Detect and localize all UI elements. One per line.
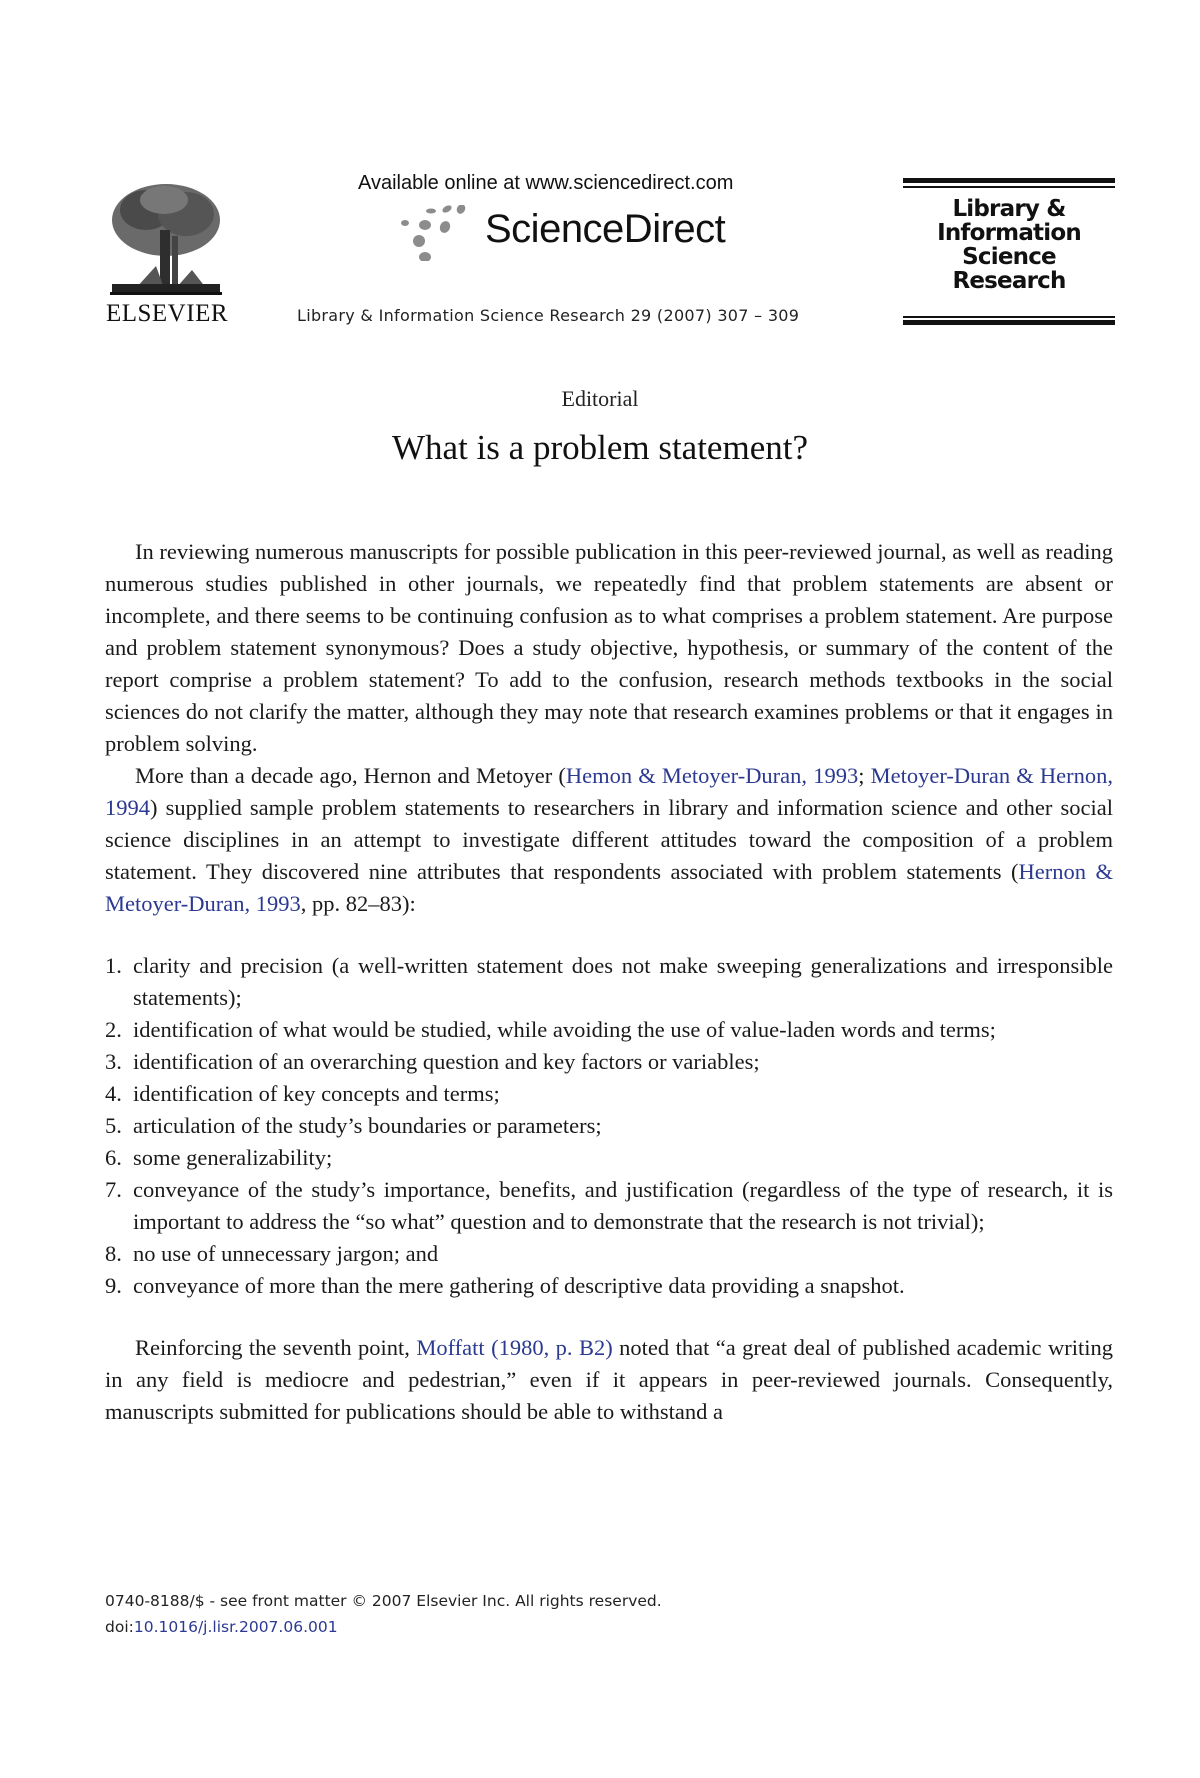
journal-logo-line: Science <box>962 244 1056 270</box>
journal-citation: Library & Information Science Research 29 (2007) 307 – 309 <box>297 306 800 325</box>
doi-prefix: doi: <box>105 1618 134 1636</box>
list-text: identification of an overarching question and key factors or variables; <box>133 1049 760 1074</box>
list-number: 9. <box>105 1273 122 1298</box>
citation-link[interactable]: Moffatt (1980, p. B2) <box>416 1335 613 1360</box>
paragraph-3 <box>105 1332 1113 1428</box>
doi-line <box>105 1614 662 1640</box>
list-item <box>105 1078 1113 1110</box>
sciencedirect-wordmark: ScienceDirect <box>485 207 726 251</box>
section-label: Editorial <box>561 386 639 411</box>
page-footer <box>105 1588 662 1640</box>
list-text: articulation of the study’s boundaries or parameters; <box>133 1113 602 1138</box>
attributes-list <box>105 950 1113 1302</box>
list-item <box>105 950 1113 1014</box>
citation-link[interactable]: Hemon & Metoyer-Duran, 1993 <box>565 763 859 788</box>
list-item <box>105 1014 1113 1046</box>
list-number: 4. <box>105 1081 122 1106</box>
paragraph-text: ; <box>858 763 871 788</box>
paragraph-text: ) supplied sample problem statements to researchers in library and information science and other social science disciplines in an attempt to investigate different attitudes toward the composition of a problem statement. They discovered nine attributes that respondents associated with problem statements ( <box>105 795 1113 884</box>
paragraph-text: Reinforcing the seventh point, <box>135 1335 417 1360</box>
paragraph-text: More than a decade ago, Hernon and Metoyer ( <box>135 763 566 788</box>
citation-link[interactable]: Hernon & Metoyer-Duran, 1993 <box>105 859 1113 916</box>
paragraph-text: , pp. 82–83): <box>300 891 416 916</box>
paragraph-text: noted that “a great deal of published academic writing in any field is mediocre and pedestrian,” even if it appears in peer-reviewed journals. Consequently, manuscripts submitted for publications should be able to withstand a <box>105 1335 1113 1424</box>
list-number: 7. <box>105 1177 122 1202</box>
journal-logo-title <box>903 197 1115 293</box>
logo-rule <box>903 316 1115 318</box>
list-item <box>105 1174 1113 1238</box>
journal-logo <box>903 178 1115 328</box>
elsevier-logo <box>92 172 242 332</box>
logo-rule <box>903 320 1115 325</box>
copyright-notice: 0740-8188/$ - see front matter © 2007 Elsevier Inc. All rights reserved. <box>105 1592 662 1610</box>
article-title: What is a problem statement? <box>392 428 808 467</box>
paragraph-2 <box>105 760 1113 920</box>
available-online-text: Available online at www.sciencedirect.com <box>358 172 734 194</box>
citation-link[interactable]: Metoyer-Duran & Hernon, 1994 <box>105 763 1114 820</box>
list-number: 5. <box>105 1113 122 1138</box>
list-text: some generalizability; <box>133 1145 333 1170</box>
list-item <box>105 1238 1113 1270</box>
logo-rule <box>903 178 1115 183</box>
list-number: 3. <box>105 1049 122 1074</box>
journal-logo-line: Research <box>952 268 1066 294</box>
sciencedirect-logo <box>345 199 815 261</box>
list-text: no use of unnecessary jargon; and <box>133 1241 439 1266</box>
list-number: 6. <box>105 1145 122 1170</box>
list-item <box>105 1110 1113 1142</box>
sciencedirect-block <box>345 172 815 261</box>
elsevier-tree-icon <box>106 180 226 300</box>
list-item <box>105 1046 1113 1078</box>
list-number: 8. <box>105 1241 122 1266</box>
doi-link[interactable]: 10.1016/j.lisr.2007.06.001 <box>133 1618 338 1636</box>
list-text: conveyance of the study’s importance, benefits, and justification (regardless of the type of research, it is important to address the “so what” question and to demonstrate that the research is not trivial); <box>133 1177 1113 1234</box>
list-text: identification of what would be studied, while avoiding the use of value-laden words and terms; <box>133 1017 996 1042</box>
logo-rule <box>903 186 1115 188</box>
journal-logo-line: Library & <box>952 196 1066 222</box>
list-item <box>105 1270 1113 1302</box>
paragraph-1: In reviewing numerous manuscripts for possible publication in this peer-reviewed journal, as well as reading numerous studies published in other journals, we repeatedly find that problem statements are absent or incomplete, and there seems to be continuing confusion as to what comprises a problem statement. Are purpose and problem statement synonymous? Does a study objective, hypothesis, or summary of the content of the report comprise a problem statement? To add to the confusion, research methods textbooks in the social sciences do not clarify the matter, although they may note that research examines problems or that it engages in problem solving. <box>105 539 1113 756</box>
list-number: 2. <box>105 1017 122 1042</box>
sciencedirect-dots-icon <box>397 205 477 261</box>
list-text: identification of key concepts and terms; <box>133 1081 500 1106</box>
list-text: clarity and precision (a well-written statement does not make sweeping generalizations and irresponsible statements); <box>133 953 1113 1010</box>
list-number: 1. <box>105 953 122 978</box>
publisher-name: ELSEVIER <box>105 300 229 327</box>
list-text: conveyance of more than the mere gathering of descriptive data providing a snapshot. <box>133 1273 905 1298</box>
list-item <box>105 1142 1113 1174</box>
article-body <box>105 536 1113 1428</box>
journal-logo-line: Information <box>937 220 1081 246</box>
